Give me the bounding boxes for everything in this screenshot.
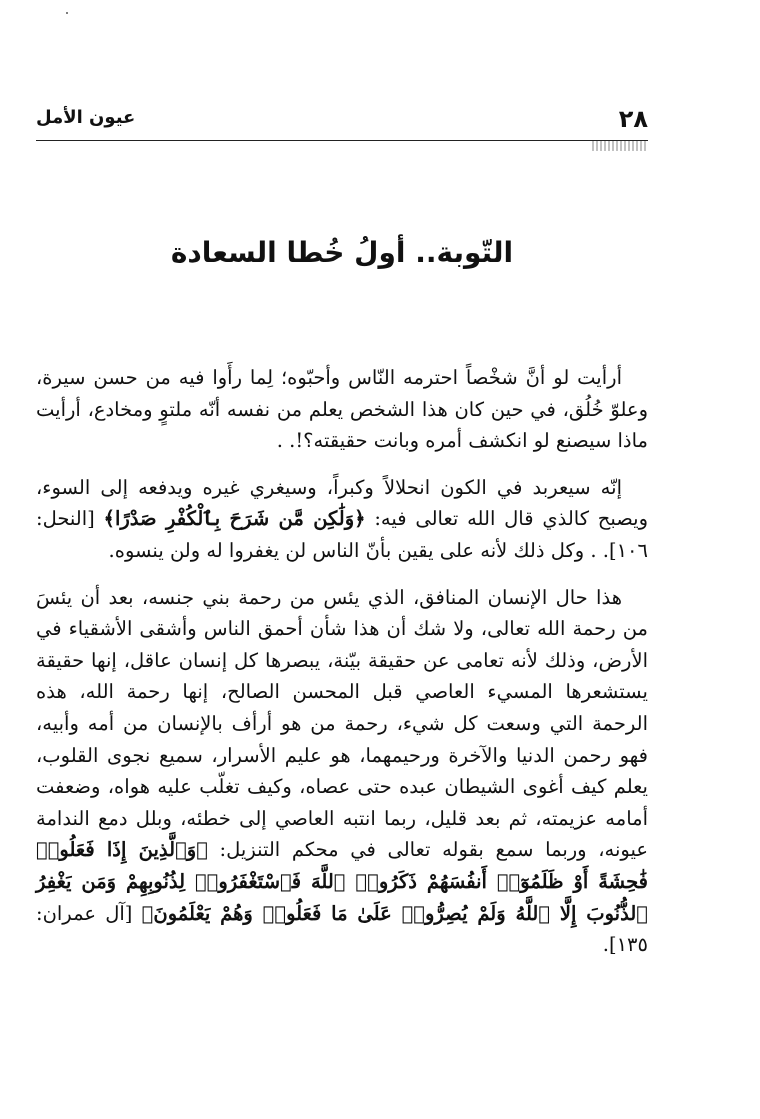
paragraph-3-text-before: هذا حال الإنسان المنافق، الذي يئس من رحمة بني جنسه، بعد أن يئسَ من رحمة الله تعالى، ولا شك أن هذا شأن أحمق الناس وأشقى الأشقياء في الأرض، وذلك لأنه تعامى عن حقيقة بيّنة، يبصرها كل إنسان عاقل، إنها حقيقة يستشعرها المسيء العاصي قبل المحسن الصالح، إنها رحمة الله، هذه الرحمة التي وسعت كل شيء، رحمة من هو أرأف بالإنسان من أمه وأبيه، فهو رحمن الدنيا والآخرة ورحيمهما، هو عليم الأسرار، سميع نجوى القلوب، يعلم كيف أغوى الشيطان عبده حتى عصاه، وكيف تغلّب عليه هواه، وضعفت أمامه عزيمته، ثم بعد قليل، ربما انتبه العاصي إلى خطئه، وبلل دمع الندامة عيونه، وربما سمع بقوله تعالى في محكم التنزيل:: [36, 585, 649, 862]
paragraph-2: [36, 472, 648, 567]
running-title: عيون الأمل: [36, 107, 136, 128]
paragraph-2-text-after: [النحل: ١٠٦]. . وكل ذلك لأنه على يقين بأنّ الناس لن يغفروا له ولن ينسوه.: [36, 507, 648, 562]
chapter-title: التّوبة.. أولُ خُطا السعادة: [170, 236, 514, 269]
paragraph-3: [36, 582, 648, 961]
quran-quote: ﴿وَلَٰكِن مَّن شَرَحَ بِٱلْكُفْرِ صَدْرًا﴾: [103, 507, 366, 531]
scan-speck: [66, 12, 68, 14]
paragraph-1: [36, 362, 648, 457]
body-text: [36, 362, 648, 961]
paragraph-1-text: أرأيت لو أنَّ شخْصاً احترمه النّاس وأحبّوه؛ لِما رأَوا فيه من حسن سيرة، وعلوّ خُلُق، في حين كان هذا الشخص يعلم من نفسه أنّه ملتوٍ ومخادع، أرأيت ماذا سيصنع لو انكشف أمره وبانت حقيقته؟!. .: [36, 366, 648, 453]
paragraph-2-text-before: إنّه سيعربد في الكون انحلالاً وكبراً، وسيغري غيره ويدفعه إلى السوء، ويصبح كالذي قال الله تعالى فيه:: [36, 475, 648, 531]
header-ornament: [592, 141, 648, 151]
quran-quote: ﴿وَٱلَّذِينَ إِذَا فَعَلُوا۟ فَٰحِشَةً أَوْ ظَلَمُوٓا۟ أَنفُسَهُمْ ذَكَرُوا۟ ٱللَّهَ فَٱسْتَغْفَرُوا۟ لِذُنُوبِهِمْ وَمَن يَغْفِرُ ٱلذُّنُوبَ إِلَّا ٱللَّهُ وَلَمْ يُصِرُّوا۟ عَلَىٰ مَا فَعَلُوا۟ وَهُمْ يَعْلَمُونَ﴾: [36, 838, 648, 925]
page-header: [36, 105, 648, 135]
header-rule: [36, 140, 648, 141]
paragraph-3-text-after: [آل عمران: ١٣٥].: [36, 901, 648, 957]
page-number: ٢٨: [618, 105, 648, 133]
